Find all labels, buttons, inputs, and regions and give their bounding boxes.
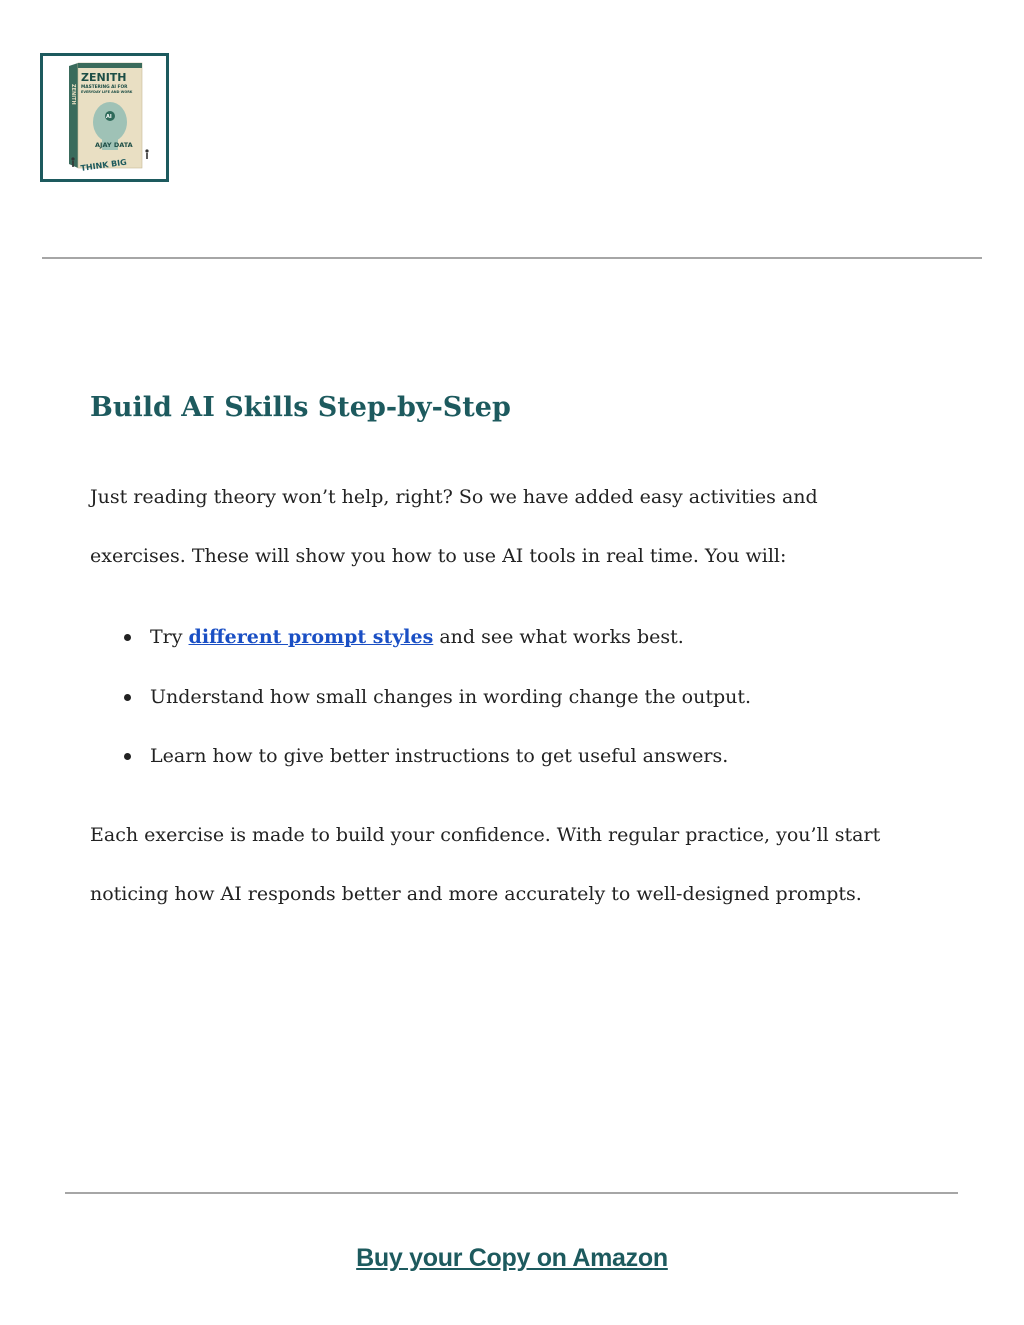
intro-line-2: exercises. These will show you how to use AI tools in real time. You will: — [90, 545, 787, 567]
cover-title: ZENITH — [81, 71, 127, 84]
list-item-prefix: Try — [150, 626, 189, 648]
list-item — [90, 727, 751, 787]
intro-paragraph — [90, 468, 995, 586]
prompt-styles-link[interactable]: different prompt styles — [188, 626, 434, 648]
closing-paragraph — [90, 806, 995, 924]
skills-list — [90, 608, 751, 787]
list-item-suffix: and see what works best. — [433, 626, 684, 648]
cover-subtitle-line1: MASTERING AI FOR — [81, 85, 128, 90]
book-cover-image — [43, 56, 166, 179]
cover-subtitle-line2: EVERYDAY LIFE AND WORK — [81, 90, 133, 94]
list-item-text: Learn how to give better instructions to get useful answers. — [150, 745, 729, 767]
spine-text: ZENITH — [70, 84, 76, 105]
cover-ai-label: AI — [106, 114, 112, 120]
closing-line-2: noticing how AI responds better and more accurately to well-designed prompts. — [90, 883, 862, 905]
bottom-divider — [65, 1192, 958, 1194]
logo-tagline: THINK BIG — [80, 157, 128, 173]
list-item — [90, 608, 751, 668]
closing-line-1: Each exercise is made to build your confidence. With regular practice, you’ll start — [90, 824, 881, 846]
bullet-dot-icon — [124, 753, 131, 760]
intro-line-1: Just reading theory won’t help, right? So we have added easy activities and — [90, 486, 818, 508]
bullet-dot-icon — [124, 694, 131, 701]
book-cover-logo — [40, 53, 169, 182]
footer-cta — [0, 1244, 1024, 1273]
bullet-dot-icon — [124, 634, 131, 641]
buy-on-amazon-link[interactable]: Buy your Copy on Amazon — [356, 1244, 668, 1272]
top-divider — [42, 257, 982, 259]
list-item — [90, 668, 751, 728]
section-heading: Build AI Skills Step-by-Step — [90, 392, 511, 423]
list-item-text: Understand how small changes in wording change the output. — [150, 685, 752, 708]
cover-author: AJAY DATA — [95, 141, 133, 149]
